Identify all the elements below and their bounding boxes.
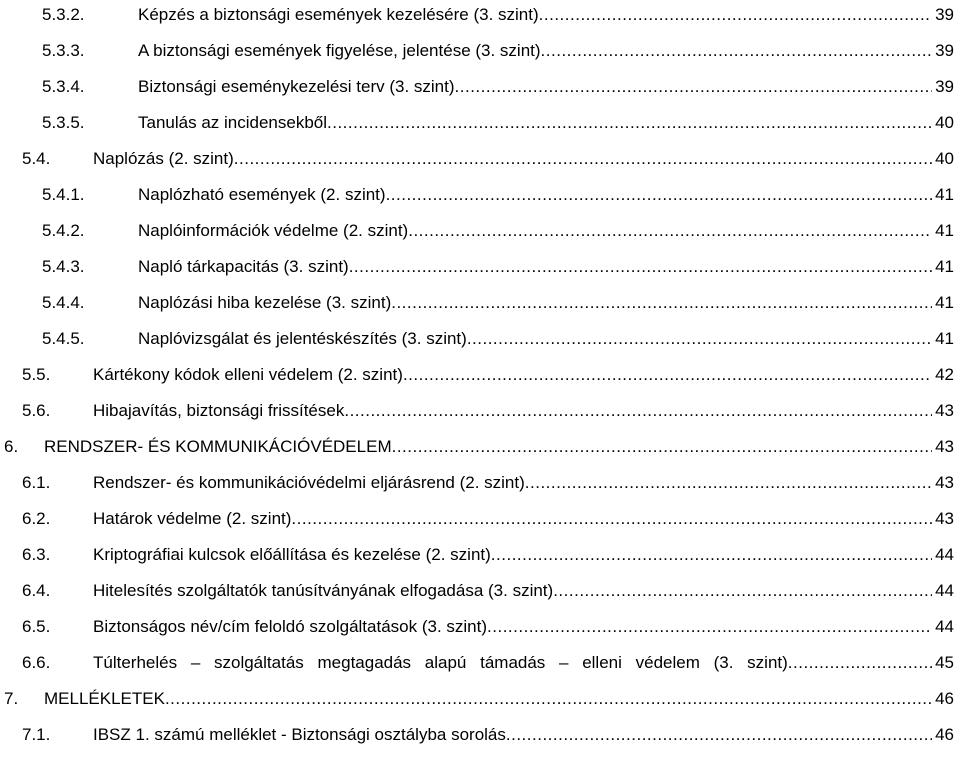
toc-entry-title: Napló tárkapacitás (3. szint) <box>138 257 349 276</box>
toc-entry[interactable] <box>42 326 960 352</box>
toc-entry-title: Kriptográfiai kulcsok előállítása és kezelése (2. szint) <box>93 545 491 564</box>
toc-entry[interactable] <box>42 254 960 280</box>
toc-entry-number: 6.3. <box>22 545 51 564</box>
toc-entry-number: 6.6. <box>22 653 51 672</box>
toc-entry-page: 44 <box>935 617 954 636</box>
toc-dot-leader <box>349 254 932 280</box>
toc-entry-page: 43 <box>935 473 954 492</box>
toc-entry[interactable] <box>22 362 960 388</box>
toc-entry-page: 41 <box>935 257 954 276</box>
toc-entry[interactable] <box>22 542 960 568</box>
toc-entry-title: Rendszer- és kommunikációvédelmi eljárásrend (2. szint) <box>93 473 525 492</box>
toc-entry-title: MELLÉKLETEK <box>44 689 165 708</box>
toc-dot-leader <box>234 146 932 172</box>
toc-entry[interactable] <box>22 398 960 424</box>
toc-dot-leader <box>391 290 932 316</box>
toc-dot-leader <box>386 182 933 208</box>
toc-entry-title: Határok védelme (2. szint) <box>93 509 292 528</box>
toc-entry-title: Képzés a biztonsági események kezelésére (3. szint) <box>138 5 539 24</box>
toc-entry[interactable] <box>22 146 960 172</box>
toc-entry-title: Hitelesítés szolgáltatók tanúsítványának elfogadása (3. szint) <box>93 581 554 600</box>
toc-entry-number: 5.3.4. <box>42 77 85 96</box>
toc-entry-title: Biztonságos név/cím feloldó szolgáltatások (3. szint) <box>93 617 488 636</box>
toc-entry-number: 6.5. <box>22 617 51 636</box>
toc-entry-title: Naplóvizsgálat és jelentéskészítés (3. szint) <box>138 329 467 348</box>
toc-entry-page: 40 <box>935 113 954 132</box>
toc-entry-page: 39 <box>935 77 954 96</box>
toc-entry-page: 43 <box>935 437 954 456</box>
toc-dot-leader <box>344 398 932 424</box>
toc-entry-page: 45 <box>935 653 954 672</box>
toc-dot-leader <box>392 434 932 460</box>
toc-entry-title: Túlterhelés – szolgáltatás megtagadás alapú támadás – elleni védelem (3. szint) <box>93 653 788 672</box>
toc-entry[interactable] <box>22 614 960 640</box>
toc-dot-leader <box>467 326 932 352</box>
toc-entry-page: 44 <box>935 581 954 600</box>
toc-entry-number: 6.2. <box>22 509 51 528</box>
toc-entry-page: 46 <box>935 689 954 708</box>
toc-entry[interactable] <box>42 74 960 100</box>
toc-entry-title: Naplózási hiba kezelése (3. szint) <box>138 293 392 312</box>
toc-entry-number: 5.4.5. <box>42 329 85 348</box>
toc-dot-leader <box>408 218 932 244</box>
toc-entry[interactable] <box>22 578 960 604</box>
toc-entry-title: Biztonsági eseménykezelési terv (3. szint) <box>138 77 455 96</box>
toc-entry-page: 39 <box>935 41 954 60</box>
toc-entry-page: 46 <box>935 725 954 744</box>
toc-entry-title: A biztonsági események figyelése, jelentése (3. szint) <box>138 41 541 60</box>
toc-dot-leader <box>539 2 932 28</box>
toc-entry-number: 5.4.2. <box>42 221 85 240</box>
toc-entry-number: 5.5. <box>22 365 51 384</box>
toc-dot-leader <box>541 38 933 64</box>
toc-entry-number: 7. <box>4 689 19 708</box>
toc-entry-number: 7.1. <box>22 725 51 744</box>
toc-entry-title: RENDSZER- ÉS KOMMUNIKÁCIÓVÉDELEM <box>44 437 392 456</box>
toc-entry-title: Naplózható események (2. szint) <box>138 185 386 204</box>
toc-entry[interactable] <box>22 506 960 532</box>
toc-entry-title: Hibajavítás, biztonsági frissítések <box>93 401 345 420</box>
toc-entry-number: 5.3.2. <box>42 5 85 24</box>
toc-entry-title: Tanulás az incidensekből <box>138 113 328 132</box>
toc-entry-number: 5.4.1. <box>42 185 85 204</box>
toc-entry-number: 6. <box>4 437 19 456</box>
toc-dot-leader <box>553 578 932 604</box>
toc-entry-number: 5.6. <box>22 401 51 420</box>
toc-entry-title: Naplóinformációk védelme (2. szint) <box>138 221 409 240</box>
toc-entry-page: 39 <box>935 5 954 24</box>
toc-dot-leader <box>788 650 932 676</box>
toc-entry-title: Naplózás (2. szint) <box>93 149 234 168</box>
toc-entry-page: 41 <box>935 221 954 240</box>
toc-entry-page: 42 <box>935 365 954 384</box>
toc-dot-leader <box>403 362 932 388</box>
toc-entry[interactable] <box>22 722 960 748</box>
toc-entry-title: Kártékony kódok elleni védelem (2. szint) <box>93 365 403 384</box>
toc-entry[interactable] <box>22 650 960 676</box>
toc-entry[interactable] <box>42 218 960 244</box>
toc-entry-number: 5.4.4. <box>42 293 85 312</box>
toc-entry-number: 5.3.5. <box>42 113 85 132</box>
toc-entry-page: 43 <box>935 509 954 528</box>
toc-entry[interactable] <box>22 470 960 496</box>
toc-entry-number: 5.3.3. <box>42 41 85 60</box>
toc-entry-page: 41 <box>935 185 954 204</box>
toc-entry[interactable] <box>4 686 960 712</box>
toc-entry[interactable] <box>42 110 960 136</box>
toc-entry[interactable] <box>42 38 960 64</box>
toc-entry-number: 6.4. <box>22 581 51 600</box>
toc-entry-page: 41 <box>935 293 954 312</box>
toc-entry[interactable] <box>4 434 960 460</box>
toc-entry[interactable] <box>42 182 960 208</box>
toc-dot-leader <box>487 614 932 640</box>
toc-dot-leader <box>506 722 932 748</box>
toc-entry[interactable] <box>42 2 960 28</box>
toc-entry-page: 41 <box>935 329 954 348</box>
toc-entry-page: 44 <box>935 545 954 564</box>
toc-dot-leader <box>327 110 932 136</box>
toc-dot-leader <box>291 506 932 532</box>
toc-entry-number: 6.1. <box>22 473 51 492</box>
toc-entry-title: IBSZ 1. számú melléklet - Biztonsági osztályba sorolás <box>93 725 506 744</box>
toc-entry-page: 40 <box>935 149 954 168</box>
toc-dot-leader <box>455 74 933 100</box>
toc-entry-page: 43 <box>935 401 954 420</box>
toc-dot-leader <box>525 470 932 496</box>
toc-dot-leader <box>165 686 932 712</box>
toc-dot-leader <box>491 542 932 568</box>
toc-entry-number: 5.4. <box>22 149 51 168</box>
toc-entry[interactable] <box>42 290 960 316</box>
toc-entry-number: 5.4.3. <box>42 257 85 276</box>
